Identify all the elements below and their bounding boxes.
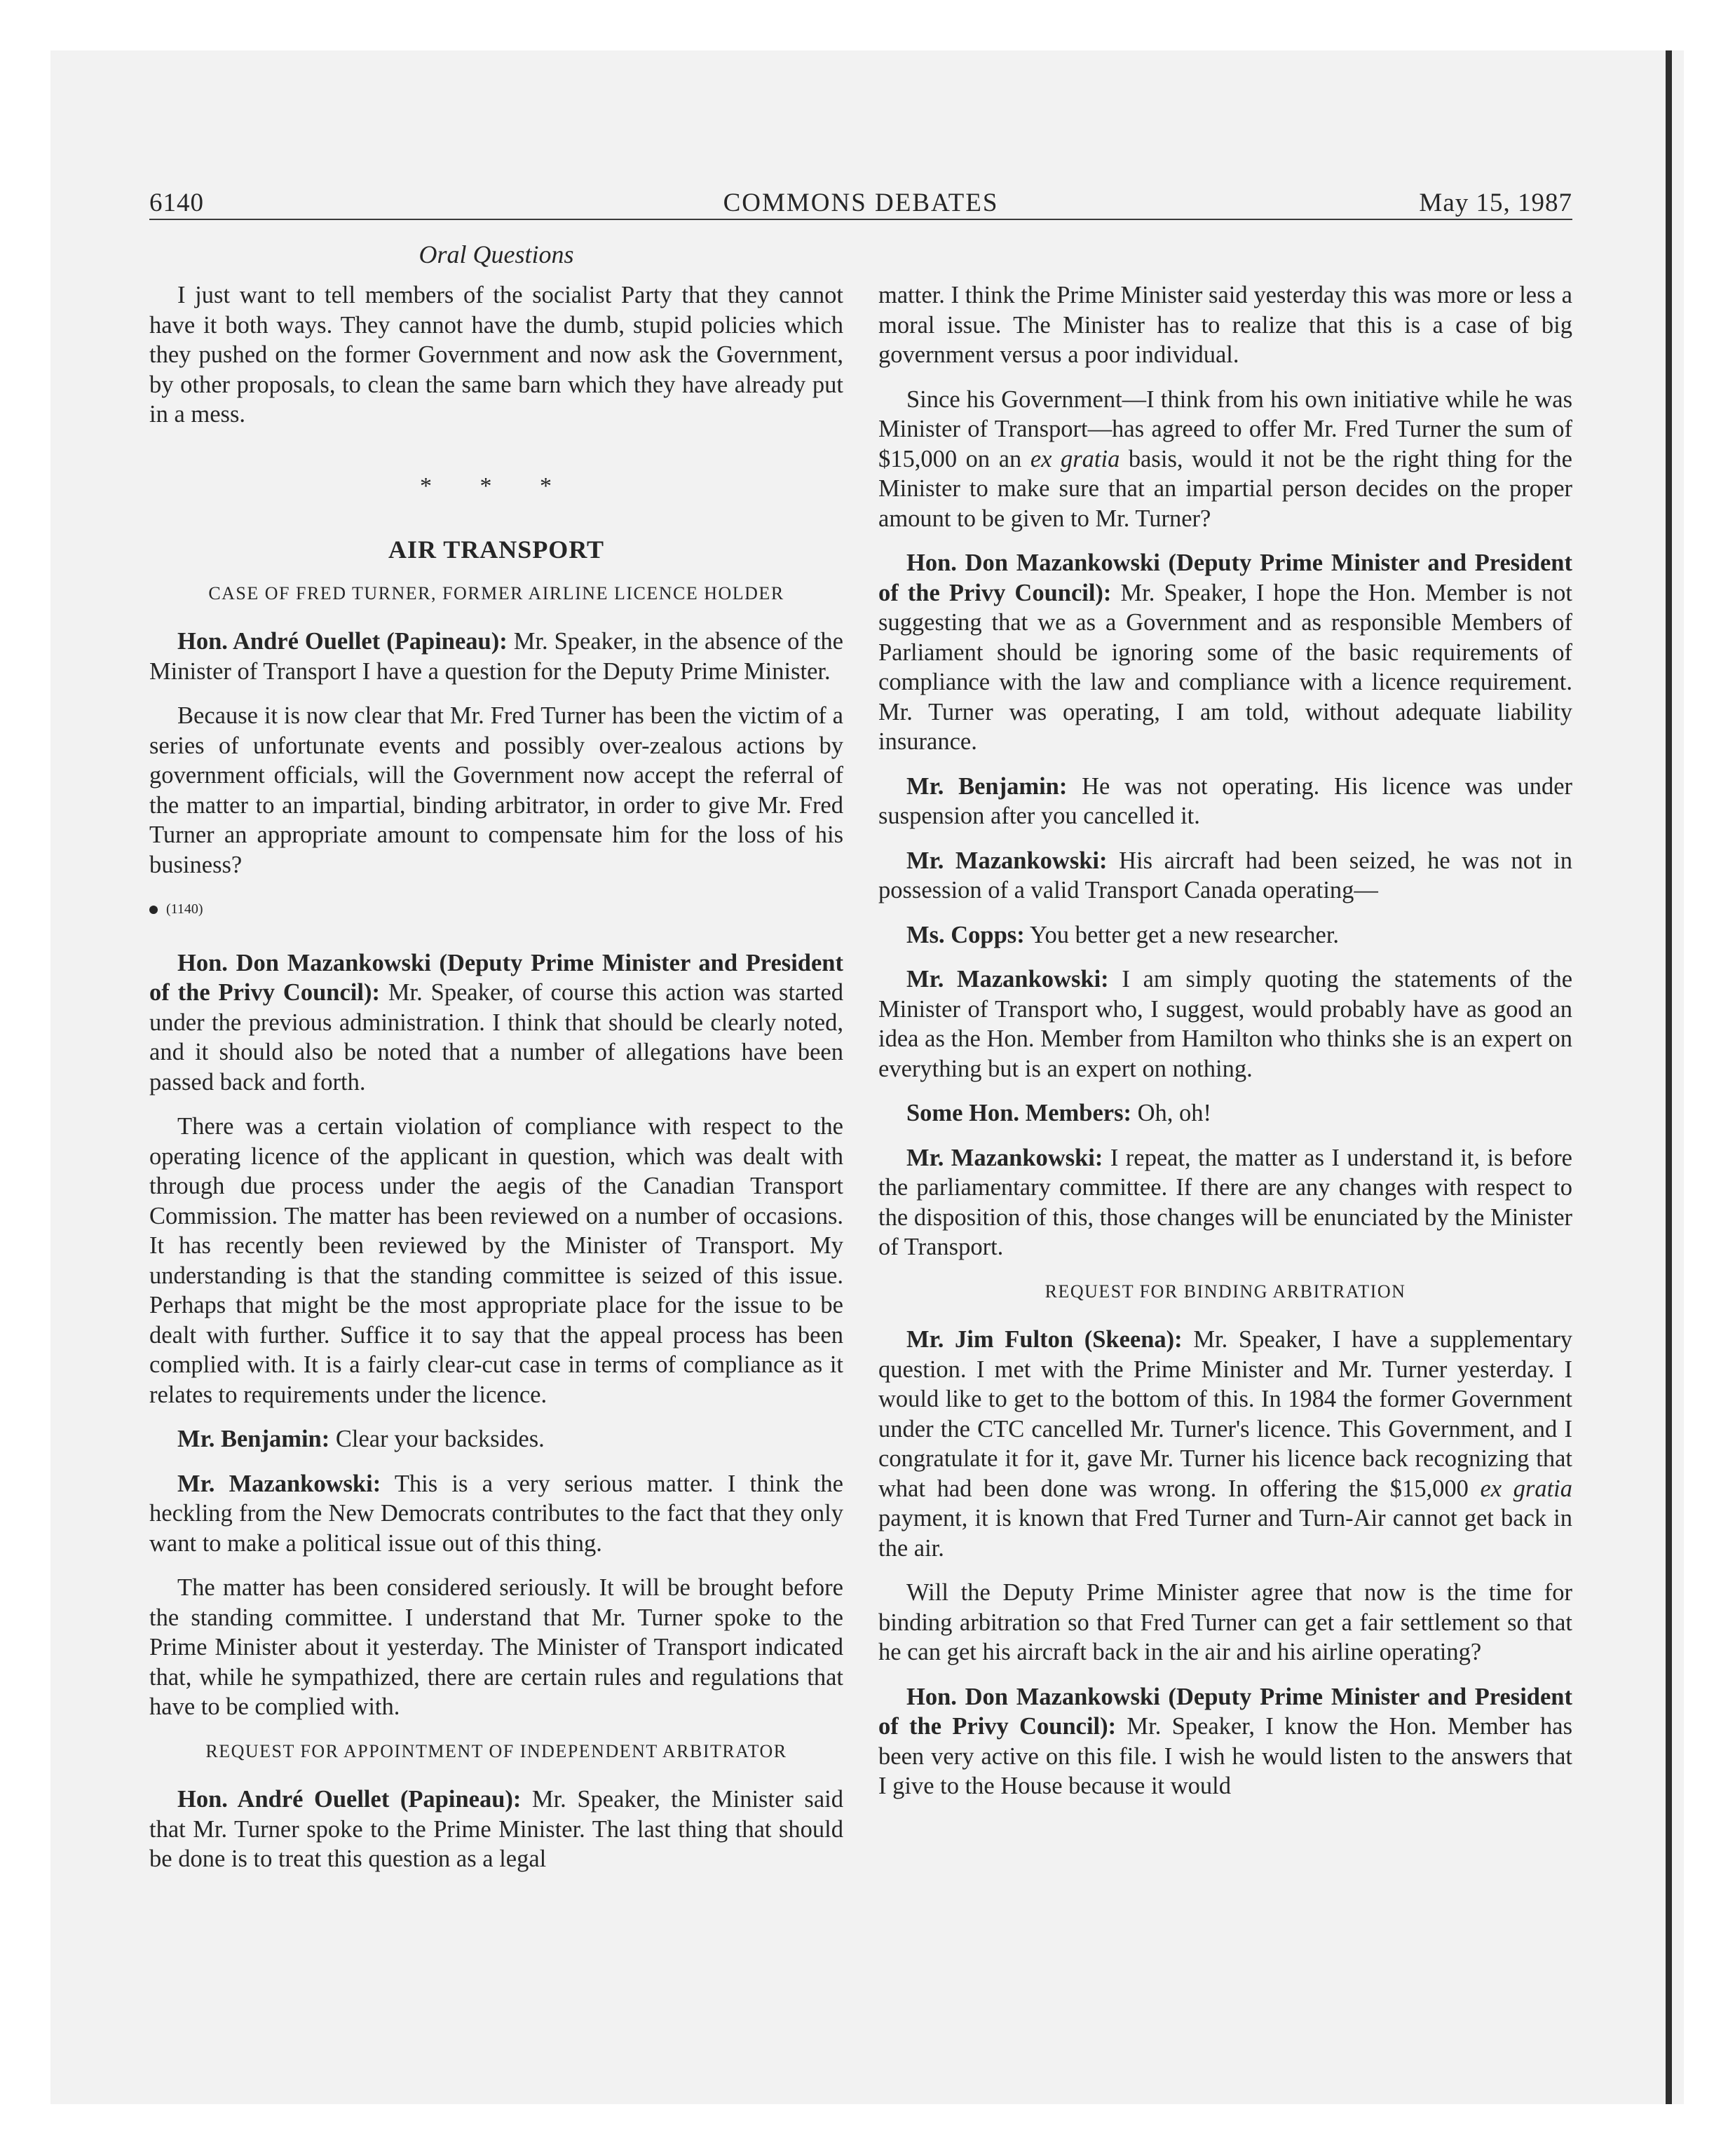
- speech-text: I am simply quoting the statements of the Minister of Transport who, I suggest, would probably have as good an idea as the Hon. Member from Hamilton who thinks she is an expert on everything but is an expert on nothing.: [878, 966, 1573, 1082]
- speech-text: His aircraft had been seized, he was not in possession of a valid Transport Canada operating—: [878, 847, 1573, 903]
- speech-text: Since his Government—I think from his own initiative while he was Minister of Transport—has agreed to offer Mr. Fred Turner the sum of $15,000 on an: [878, 386, 1572, 472]
- speech-text: Mr. Speaker, of course this action was started under the previous administration. I think that should be clearly noted, and it should also be noted that a number of allegations have been passed back and forth.: [149, 979, 844, 1096]
- speaker-name: Mr. Jim Fulton (Skeena):: [906, 1326, 1183, 1353]
- section-title: AIR TRANSPORT: [388, 535, 605, 564]
- speech-text: basis, would it not be the right thing for the Minister to make sure that an impartial person decides on the proper amount to be given to Mr. Turner?: [878, 445, 1572, 532]
- speech-text: payment, it is known that Fred Turner and Turn-Air cannot get back in the air.: [878, 1505, 1572, 1562]
- paragraph: [878, 1682, 1572, 1801]
- paragraph: [878, 846, 1572, 906]
- section-separator: * * *: [420, 472, 573, 499]
- speech-text: Mr. Speaker, in the absence of the Minister of Transport I have a question for the Deputy Prime Minister.: [149, 628, 843, 685]
- subheading: CASE OF FRED TURNER, FORMER AIRLINE LICENCE HOLDER: [208, 582, 784, 603]
- paragraph: [149, 627, 843, 686]
- paragraph: [878, 1143, 1572, 1262]
- scan-edge-shadow: [1666, 50, 1672, 2104]
- publication-title: COMMONS DEBATES: [723, 189, 999, 217]
- speaker-name: Hon. André Ouellet (Papineau):: [177, 1786, 522, 1813]
- paragraph: [878, 1325, 1572, 1563]
- speaker-name: Hon. André Ouellet (Papineau):: [177, 628, 508, 655]
- speech-text: This is a very serious matter. I think the heckling from the New Democrats contributes to the fact that they only want to make a political issue out of this thing.: [149, 1470, 843, 1557]
- latin-term: ex gratia: [1030, 445, 1120, 472]
- subheading: REQUEST FOR BINDING ARBITRATION: [1045, 1281, 1406, 1302]
- time-marker-text: (1140): [166, 901, 203, 917]
- speaker-name: Mr. Benjamin:: [906, 772, 1068, 800]
- speaker-name: Some Hon. Members:: [906, 1100, 1131, 1126]
- speaker-name: Mr. Mazankowski:: [906, 1144, 1103, 1171]
- latin-term: ex gratia: [1480, 1475, 1572, 1502]
- speaker-name: Mr. Benjamin:: [177, 1426, 330, 1452]
- speaker-name: Mr. Mazankowski:: [906, 847, 1108, 874]
- speech-text: I repeat, the matter as I understand it, is before the parliamentary committee. If there are any changes with respect to the disposition of this, those changes will be enunciated by the Minister of Transport.: [878, 1144, 1572, 1260]
- header-rule: [149, 219, 1572, 220]
- paragraph: [878, 385, 1572, 534]
- paragraph: I just want to tell members of the socialist Party that they cannot have it both ways. They cannot have the dumb, stupid policies which they pushed on the former Government and now ask the Government, by other proposals, to clean the same barn which they have already put in a mess.: [149, 282, 843, 428]
- speaker-name: Mr. Mazankowski:: [906, 966, 1109, 992]
- paragraph: [878, 772, 1572, 831]
- paragraph: Will the Deputy Prime Minister agree that now is the time for binding arbitration so that Fred Turner can get a fair settlement so that he can get his aircraft back in the air and his airline operating?: [878, 1579, 1572, 1665]
- page-number: 6140: [149, 189, 204, 217]
- speech-text: Mr. Speaker, I know the Hon. Member has been very active on this file. I wish he would listen to the answers that I give to the House because it would: [878, 1713, 1573, 1799]
- bullet-icon: [149, 906, 158, 914]
- paragraph: The matter has been considered seriously. It will be brought before the standing committee. I understand that Mr. Turner spoke to the Prime Minister about it yesterday. The Minister of Transport indicated that, while he sympathized, there are certain rules and regulations that have to be complied with.: [149, 1574, 843, 1720]
- speech-text: Clear your backsides.: [329, 1426, 545, 1452]
- speaker-name: Hon. Don Mazankowski (Deputy Prime Minister and President of the Privy Council):: [149, 949, 843, 1006]
- speaker-name: Ms. Copps:: [906, 921, 1025, 948]
- paragraph: [149, 948, 843, 1098]
- paragraph: [878, 964, 1572, 1084]
- paragraph: [149, 1424, 843, 1454]
- speaker-name: Hon. Don Mazankowski (Deputy Prime Minister and President of the Privy Council):: [878, 550, 1572, 606]
- paragraph: [878, 920, 1572, 950]
- right-column: [878, 280, 1572, 1816]
- paragraph: There was a certain violation of compliance with respect to the operating licence of the applicant in question, which was dealt with through due process under the aegis of the Canadian Transport Commission. The matter has been reviewed on a number of occasions. It has recently been reviewed by the Minister of Transport. My understanding is that the standing committee is seized of this issue. Perhaps that might be the most appropriate place for the issue to be dealt with further. Suffice it to say that the appeal process has been complied with. It is a fairly clear-cut case in terms of compliance as it relates to requirements under the licence.: [149, 1113, 843, 1408]
- speech-text: You better get a new researcher.: [1024, 921, 1340, 948]
- paragraph: Because it is now clear that Mr. Fred Turner has been the victim of a series of unfortunate events and possibly over-zealous actions by government officials, will the Government now accept the referral of the matter to an impartial, binding arbitrator, in order to give Mr. Fred Turner an appropriate amount to compensate him for the loss of his business?: [149, 702, 843, 878]
- paragraph: [149, 1469, 843, 1559]
- paragraph: [878, 548, 1572, 757]
- speech-text: Mr. Speaker, I have a supplementary question. I met with the Prime Minister and Mr. Turner yesterday. I would like to get to the bottom of this. In 1984 the former Government under the CTC cancelled Mr. Turner's licence. This Government, and I congratulate it for it, gave Mr. Turner his licence back recognizing that what had been done was wrong. In offering the $15,000: [878, 1326, 1573, 1502]
- speech-text: He was not operating. His licence was under suspension after you cancelled it.: [878, 772, 1572, 829]
- speaker-name: Mr. Mazankowski:: [177, 1470, 381, 1497]
- page-header: [149, 188, 1572, 220]
- speaker-name: Hon. Don Mazankowski (Deputy Prime Minister and President of the Privy Council):: [878, 1683, 1572, 1740]
- running-head: Oral Questions: [419, 240, 574, 268]
- paragraph: [149, 1785, 843, 1874]
- paragraph: matter. I think the Prime Minister said yesterday this was more or less a moral issue. The Minister has to realize that this is a case of big government versus a poor individual.: [878, 282, 1572, 368]
- speech-text: Oh, oh!: [1131, 1100, 1212, 1126]
- speech-text: Mr. Speaker, I hope the Hon. Member is not suggesting that we as a Government and as responsible Members of Parliament should be ignoring some of the basic requirements of compliance with the law and compliance with a licence requirement. Mr. Turner was operating, I am told, without adequate liability insurance.: [878, 579, 1572, 755]
- subheading: REQUEST FOR APPOINTMENT OF INDEPENDENT ARBITRATOR: [205, 1740, 787, 1761]
- speech-text: Mr. Speaker, the Minister said that Mr. Turner spoke to the Prime Minister. The last thing that should be done is to treat this question as a legal: [149, 1786, 843, 1872]
- publication-date: May 15, 1987: [1419, 189, 1572, 217]
- time-marker: [149, 894, 843, 925]
- paragraph: [878, 1098, 1572, 1128]
- left-column: [149, 280, 843, 1889]
